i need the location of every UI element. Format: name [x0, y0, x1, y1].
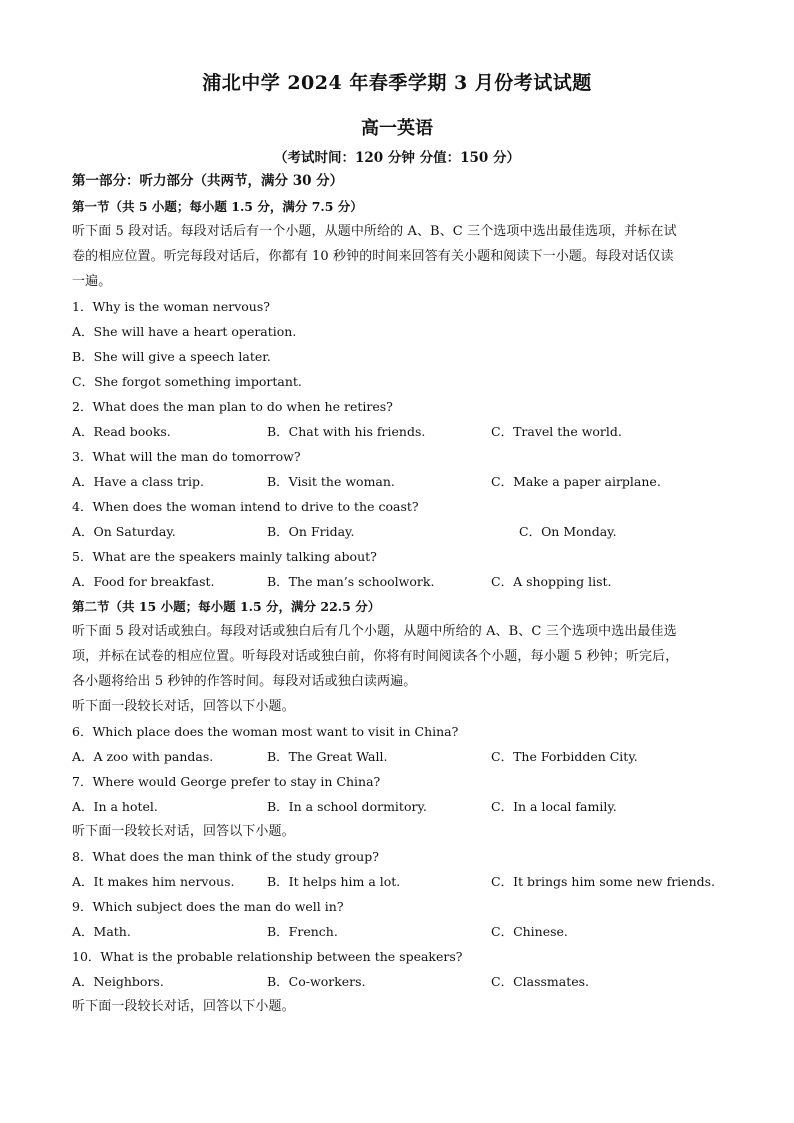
question-8-stem: 8．What does the man think of the study group? [72, 849, 379, 864]
question-5-stem: 5．What are the speakers mainly talking about? [72, 549, 377, 564]
question-2-stem: 2．What does the man plan to do when he retires? [72, 399, 393, 414]
question-9-options [72, 919, 722, 944]
question-7-option-a: A．In a hotel. [72, 799, 158, 814]
part1-heading: 第一部分：听力部分（共两节，满分 30 分） [72, 173, 344, 189]
section1-instruction-line: 一遍。 [72, 274, 112, 289]
exam-body [72, 169, 722, 1019]
question-1-option-b: B．She will give a speech later. [72, 349, 271, 364]
question-4-stem: 4．When does the woman intend to drive to the coast? [72, 499, 419, 514]
section2-heading: 第二节（共 15 小题；每小题 1.5 分，满分 22.5 分） [72, 599, 381, 614]
question-3-option-b: B．Visit the woman. [267, 474, 395, 489]
question-3-stem: 3．What will the man do tomorrow? [72, 449, 301, 464]
question-5-option-c: C．A shopping list. [491, 574, 612, 589]
section1-instruction-line: 卷的相应位置。听完每段对话后，你都有 10 秒钟的时间来回答有关小题和阅读下一小题。每段对话仅读 [72, 249, 674, 264]
question-8-option-a: A．It makes him nervous. [72, 874, 235, 889]
exam-subject: 高一英语 [361, 118, 433, 139]
question-2-options [72, 419, 722, 444]
question-2-option-a: A．Read books. [72, 424, 171, 439]
section2-instruction-line: 听下面 5 段对话或独白。每段对话或独白后有几个小题，从题中所给的 A、B、C 三个选项中选出最佳选 [72, 624, 677, 639]
question-1-stem: 1．Why is the woman nervous? [72, 299, 270, 314]
question-10-options [72, 969, 722, 994]
section1-heading: 第一节（共 5 小题；每小题 1.5 分，满分 7.5 分） [72, 199, 363, 214]
question-6-option-a: A．A zoo with pandas. [72, 749, 214, 764]
question-6-option-b: B．The Great Wall. [267, 749, 388, 764]
question-7-options [72, 794, 722, 819]
question-1-option-a: A．She will have a heart operation. [72, 324, 297, 339]
question-3-options [72, 469, 722, 494]
question-5-option-a: A．Food for breakfast. [72, 574, 215, 589]
question-3-option-c: C．Make a paper airplane. [491, 474, 661, 489]
question-8-option-c: C．It brings him some new friends. [491, 874, 716, 889]
question-6-option-c: C．The Forbidden City. [491, 749, 638, 764]
question-9-option-c: C．Chinese. [491, 924, 568, 939]
question-4-options [72, 519, 722, 544]
question-7-option-b: B．In a school dormitory. [267, 799, 427, 814]
question-6-options [72, 744, 722, 769]
question-2-option-c: C．Travel the world. [491, 424, 622, 439]
question-5-option-b: B．The man’s schoolwork. [267, 574, 435, 589]
question-10-option-c: C．Classmates. [491, 974, 590, 989]
exam-time-score: （考试时间：120 分钟 分值：150 分） [274, 150, 520, 166]
question-9-option-a: A．Math. [72, 924, 131, 939]
question-5-options [72, 569, 722, 594]
question-9-stem: 9．Which subject does the man do well in? [72, 899, 344, 914]
section2-instruction-line: 项，并标在试卷的相应位置。听每段对话或独白前，你将有时间阅读各个小题，每小题 5 秒钟；听完后， [72, 649, 679, 664]
question-3-option-a: A．Have a class trip. [72, 474, 204, 489]
section1-instruction-line: 听下面 5 段对话。每段对话后有一个小题，从题中所给的 A、B、C 三个选项中选出最佳选项，并标在试 [72, 224, 677, 239]
question-2-option-b: B．Chat with his friends. [267, 424, 426, 439]
question-10-option-a: A．Neighbors. [72, 974, 164, 989]
listen-prompt: 听下面一段较长对话，回答以下小题。 [72, 699, 295, 714]
question-4-option-c: C．On Monday. [519, 524, 617, 539]
listen-prompt: 听下面一段较长对话，回答以下小题。 [72, 999, 295, 1014]
exam-title: 浦北中学 2024 年春季学期 3 月份考试试题 [202, 72, 592, 94]
question-4-option-a: A．On Saturday. [72, 524, 176, 539]
question-7-option-c: C．In a local family. [491, 799, 617, 814]
section2-instruction-line: 各小题将给出 5 秒钟的作答时间。每段对话或独白读两遍。 [72, 674, 417, 689]
question-1-option-c: C．She forgot something important. [72, 374, 302, 389]
question-10-stem: 10．What is the probable relationship between the speakers? [72, 949, 463, 964]
question-10-option-b: B．Co-workers. [267, 974, 366, 989]
question-9-option-b: B．French. [267, 924, 338, 939]
question-7-stem: 7．Where would George prefer to stay in China? [72, 774, 381, 789]
question-6-stem: 6．Which place does the woman most want to visit in China? [72, 724, 459, 739]
question-8-option-b: B．It helps him a lot. [267, 874, 401, 889]
question-8-options [72, 869, 722, 894]
question-4-option-b: B．On Friday. [267, 524, 355, 539]
listen-prompt: 听下面一段较长对话，回答以下小题。 [72, 824, 295, 839]
